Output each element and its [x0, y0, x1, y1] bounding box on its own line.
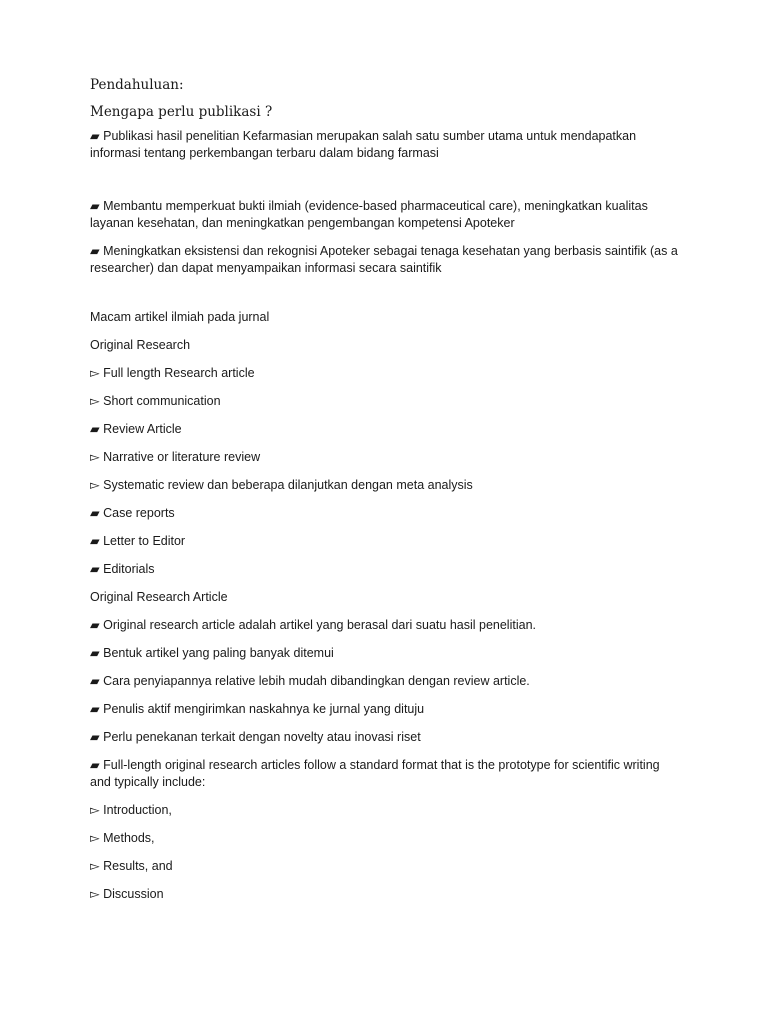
- list-item-text: Review Article: [103, 422, 182, 436]
- list-item-text: Letter to Editor: [103, 534, 186, 548]
- list-item-text: Full-length original research articles follow a standard format that is the prototype for scientific writing and typically include:: [90, 758, 660, 789]
- list-item: [90, 617, 680, 634]
- bullet-marker: ▰: [90, 646, 100, 660]
- intro-point-text: Publikasi hasil penelitian Kefarmasian merupakan salah satu sumber utama untuk mendapatkan informasi tentang perkembangan terbaru dalam bidang farmasi: [90, 129, 637, 160]
- intro-point-text: Membantu memperkuat bukti ilmiah (evidence-based pharmaceutical care), meningkatkan kualitas layanan kesehatan, dan meningkatkan pengembangan kompetensi Apoteker: [90, 199, 648, 230]
- list-item: [90, 393, 680, 410]
- bullet-marker: ▰: [90, 534, 100, 548]
- list-item: [90, 449, 680, 466]
- bullet-marker: ▰: [90, 422, 100, 436]
- list-item: [90, 365, 680, 382]
- list-item-text: Penulis aktif mengirimkan naskahnya ke jurnal yang dituju: [103, 702, 425, 716]
- bullet-marker: ▰: [90, 674, 100, 688]
- bullet-marker: ▰: [90, 199, 100, 213]
- list-item: [90, 830, 680, 847]
- list-item: [90, 561, 680, 578]
- bullet-marker: ▰: [90, 702, 100, 716]
- list-item: [90, 729, 680, 746]
- list-item-text: Short communication: [103, 394, 221, 408]
- list-item-text: Results, and: [103, 859, 173, 873]
- intro-point: [90, 128, 680, 162]
- list-item-text: Cara penyiapannya relative lebih mudah dibandingkan dengan review article.: [103, 674, 530, 688]
- list-item-text: Narrative or literature review: [103, 450, 261, 464]
- list-item: [90, 673, 680, 690]
- list-item: [90, 701, 680, 718]
- list-item-text: Case reports: [103, 506, 175, 520]
- bullet-marker: ▰: [90, 129, 100, 143]
- list-item-text: Full length Research article: [103, 366, 255, 380]
- list-item: [90, 477, 680, 494]
- list-item: [90, 505, 680, 522]
- bullet-marker: ▻: [90, 859, 100, 873]
- bullet-marker: ▰: [90, 618, 100, 632]
- list-item-text: Discussion: [103, 887, 164, 901]
- bullet-marker: ▰: [90, 562, 100, 576]
- original-heading: Original Research Article: [90, 590, 228, 604]
- list-item: [90, 533, 680, 550]
- bullet-marker: ▰: [90, 758, 100, 772]
- list-item-text: Bentuk artikel yang paling banyak ditemui: [103, 646, 334, 660]
- list-item: [90, 858, 680, 875]
- bullet-marker: ▰: [90, 506, 100, 520]
- list-item: [90, 757, 680, 791]
- bullet-marker: ▰: [90, 730, 100, 744]
- bullet-marker: ▻: [90, 803, 100, 817]
- list-item: [90, 421, 680, 438]
- list-item-text: Original research article adalah artikel yang berasal dari suatu hasil penelitian.: [103, 618, 536, 632]
- bullet-marker: ▻: [90, 450, 100, 464]
- list-item-text: Methods,: [103, 831, 155, 845]
- list-item-text: Perlu penekanan terkait dengan novelty atau inovasi riset: [103, 730, 421, 744]
- intro-heading: Pendahuluan:: [90, 77, 184, 93]
- intro-point: [90, 198, 680, 232]
- list-item-text: Editorials: [103, 562, 155, 576]
- intro-subheading: Mengapa perlu publikasi ?: [90, 104, 273, 120]
- bullet-marker: ▻: [90, 831, 100, 845]
- types-subheading: Original Research: [90, 338, 191, 352]
- list-item-text: Systematic review dan beberapa dilanjutkan dengan meta analysis: [103, 478, 473, 492]
- document-body: [90, 76, 680, 914]
- bullet-marker: ▻: [90, 478, 100, 492]
- bullet-marker: ▻: [90, 394, 100, 408]
- list-item-text: Introduction,: [103, 803, 172, 817]
- list-item: [90, 645, 680, 662]
- list-item: [90, 802, 680, 819]
- bullet-marker: ▻: [90, 366, 100, 380]
- types-heading: Macam artikel ilmiah pada jurnal: [90, 310, 270, 324]
- intro-point: [90, 243, 680, 277]
- bullet-marker: ▻: [90, 887, 100, 901]
- list-item: [90, 886, 680, 903]
- bullet-marker: ▰: [90, 244, 100, 258]
- intro-point-text: Meningkatkan eksistensi dan rekognisi Apoteker sebagai tenaga kesehatan yang berbasis saintifik (as a researcher) dan dapat menyampaikan informasi secara saintifik: [90, 244, 678, 275]
